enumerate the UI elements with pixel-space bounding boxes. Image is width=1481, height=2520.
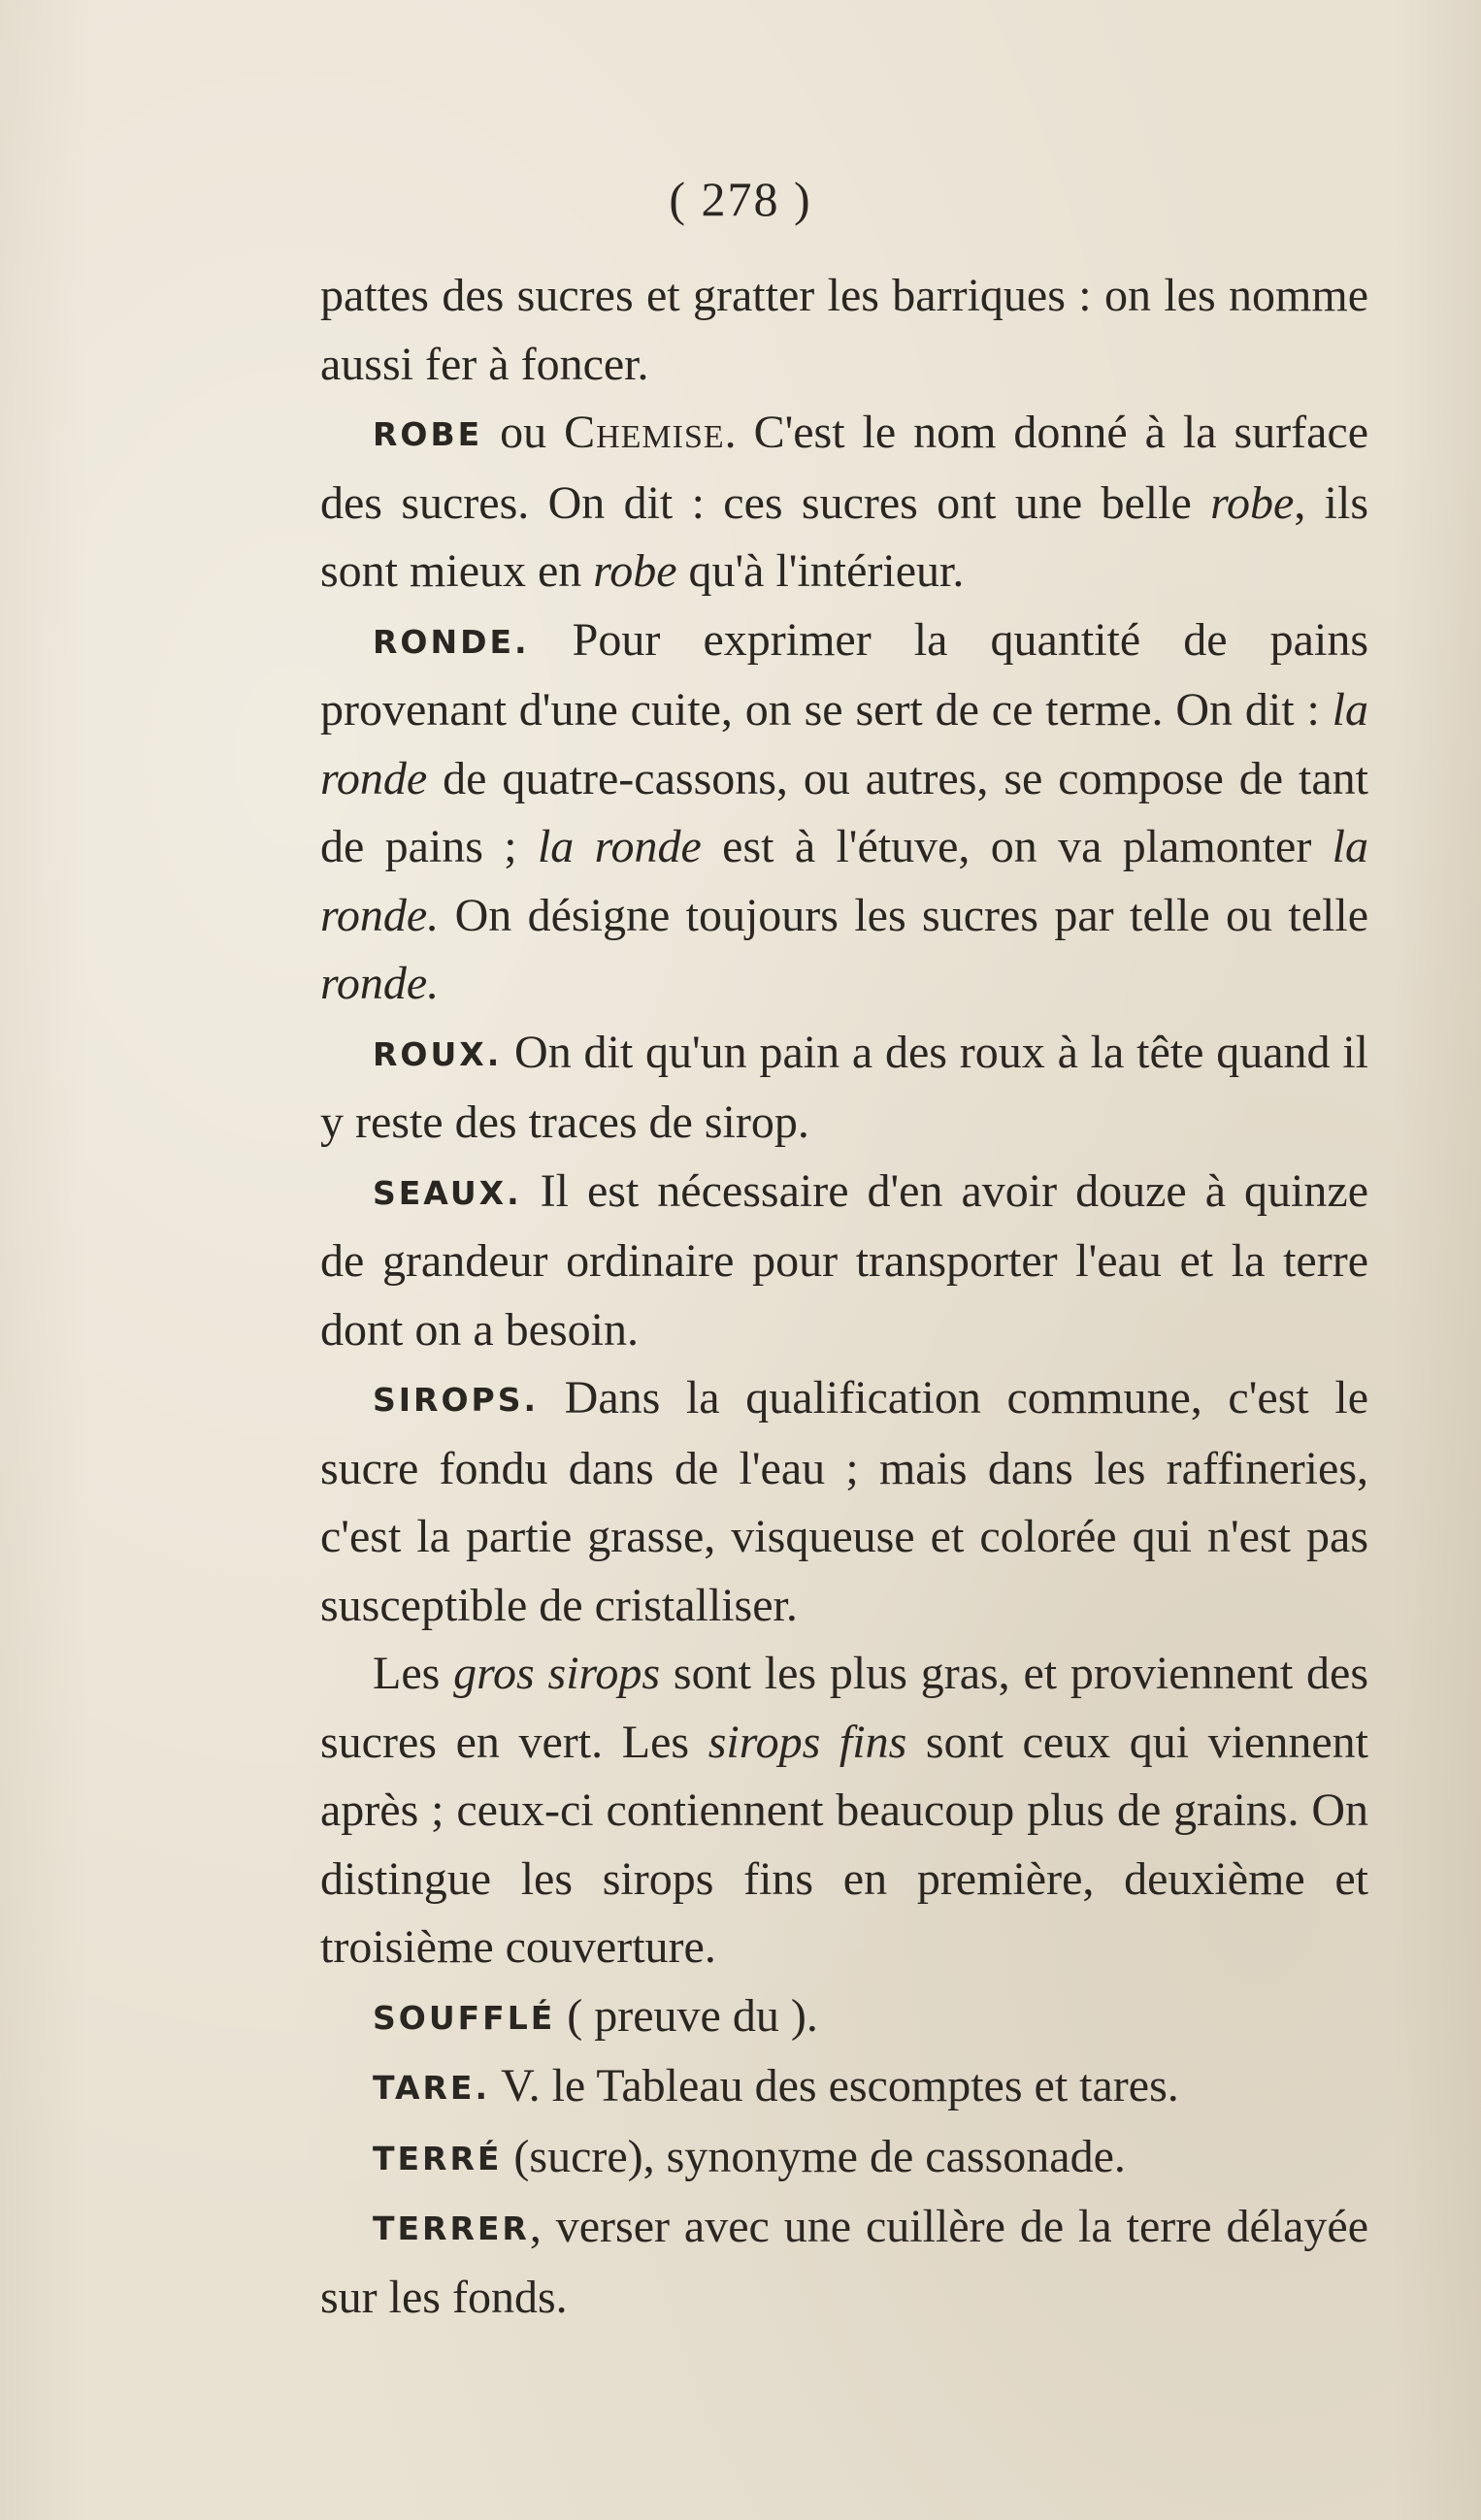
entry-italic: robe bbox=[593, 545, 677, 597]
entry-term: ROUX. bbox=[373, 1034, 503, 1073]
entry-text: ( preuve du ). bbox=[555, 1989, 818, 2042]
entry-italic: ronde. bbox=[320, 958, 440, 1009]
entry-italic: la ronde bbox=[320, 684, 1368, 804]
entry-text: . C'est le nom donné à la surface des sucres. On dit : ces sucres ont une belle bbox=[320, 407, 1369, 529]
entry-roux bbox=[320, 1019, 1368, 1158]
entry-text: On dit qu'un pain a des roux à la tête quand il y reste des traces de sirop. bbox=[320, 1026, 1368, 1148]
entry-text: Il est nécessaire d'en avoir douze à quinze de grandeur ordinaire pour transporter l'eau et la terre dont on a besoin. bbox=[320, 1164, 1368, 1356]
entry-ronde bbox=[320, 606, 1368, 1019]
page-number: ( 278 ) bbox=[669, 172, 812, 226]
entry-text: , verser avec une cuillère de la terre délayée sur les fonds. bbox=[320, 2201, 1368, 2323]
entry-text: est à l'étuve, on va plamonter bbox=[701, 821, 1333, 872]
entry-italic: sirops fins bbox=[708, 1716, 907, 1768]
entry-tare bbox=[320, 2052, 1368, 2123]
entry-term: RONDE. bbox=[373, 622, 530, 661]
entry-text: sont les plus gras, et proviennent des sucres en vert. Les bbox=[320, 1648, 1368, 1768]
paragraph-text: pattes des sucres et gratter les barriques : on les nomme aussi fer à foncer. bbox=[320, 270, 1368, 390]
entry-term: TERRÉ bbox=[373, 2139, 503, 2177]
entry-text: de quatre-cassons, ou autres, se compose de tant de pains ; bbox=[320, 752, 1368, 872]
text-block bbox=[320, 262, 1368, 2332]
entry-term: SIROPS. bbox=[373, 1381, 539, 1419]
entry-text: Les bbox=[373, 1648, 454, 1699]
entry-term: SOUFFLÉ bbox=[373, 1998, 556, 2037]
entry-term: ROBE bbox=[373, 415, 483, 453]
entry-souffle bbox=[320, 1982, 1368, 2053]
paragraph-gros-sirops bbox=[320, 1640, 1368, 1982]
entry-robe bbox=[320, 399, 1368, 606]
entry-term: SEAUX. bbox=[373, 1173, 522, 1212]
entry-sirops bbox=[320, 1364, 1368, 1640]
entry-text: , ils sont mieux en bbox=[320, 476, 1368, 597]
entry-italic: la ronde. bbox=[320, 821, 1368, 941]
entry-text: (sucre), synonyme de cassonade. bbox=[502, 2130, 1126, 2182]
entry-seaux bbox=[320, 1158, 1368, 1365]
paragraph-continuation bbox=[320, 262, 1368, 399]
entry-italic: gros sirops bbox=[453, 1648, 661, 1699]
entry-italic: la ronde bbox=[537, 821, 702, 872]
entry-terrer bbox=[320, 2193, 1368, 2332]
entry-alt-term: Chemise bbox=[564, 407, 725, 458]
entry-text: sont ceux qui viennent après ; ceux-ci contiennent beaucoup plus de grains. On distingue les sirops fins en première, deuxième et troisième couverture. bbox=[320, 1716, 1369, 1973]
entry-text: qu'à l'intérieur. bbox=[676, 545, 965, 597]
entry-text: On désigne toujours les sucres par telle ou telle bbox=[439, 889, 1368, 941]
entry-connector: ou bbox=[482, 407, 565, 458]
entry-text: Pour exprimer la quantité de pains provenant d'une cuite, on se sert de ce terme. On dit : bbox=[320, 613, 1368, 736]
entry-terre bbox=[320, 2123, 1368, 2194]
entry-term: TERRER bbox=[373, 2209, 530, 2247]
entry-term: TARE. bbox=[373, 2069, 490, 2107]
entry-text: Dans la qualification commune, c'est le sucre fondu dans de l'eau ; mais dans les raffineries, c'est la partie grasse, visqueuse et colorée qui n'est pas susceptible de cristalliser. bbox=[320, 1372, 1368, 1631]
entry-text: V. le Tableau des escomptes et tares. bbox=[489, 2060, 1179, 2111]
entry-italic: robe bbox=[1210, 476, 1295, 529]
